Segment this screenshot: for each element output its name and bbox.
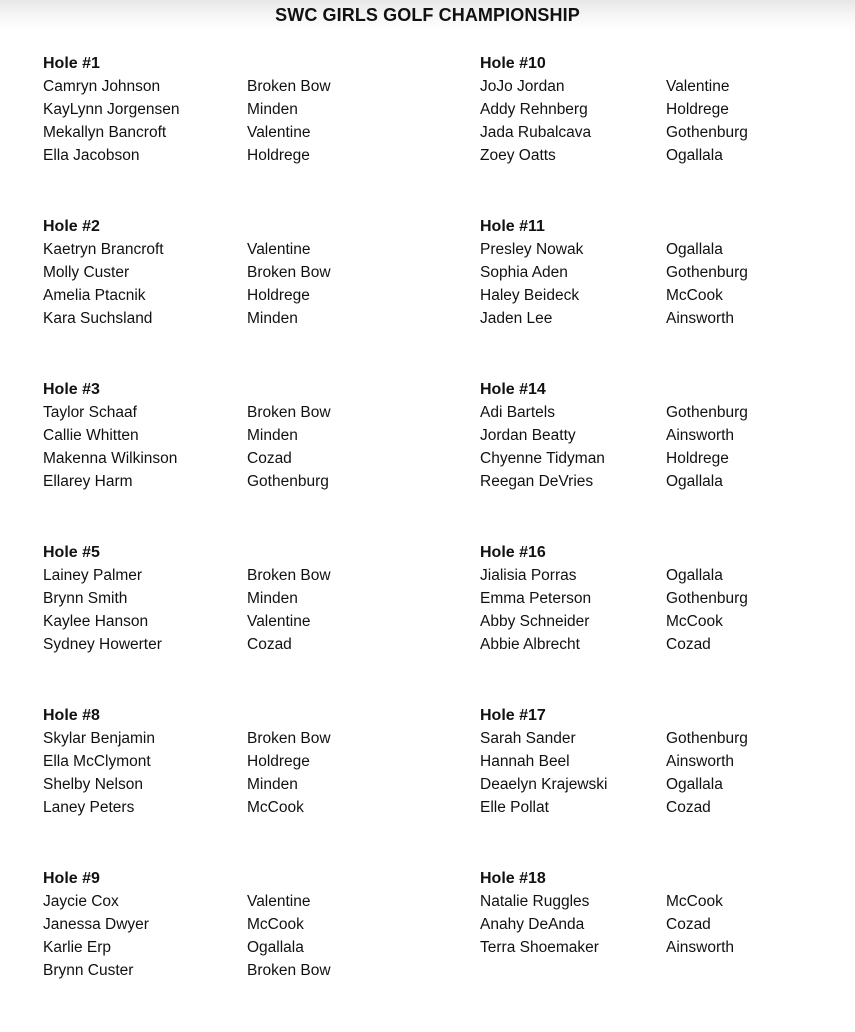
player-school: Holdrege (666, 101, 729, 118)
player-name: Terra Shoemaker (480, 939, 599, 956)
player-school: Ainsworth (666, 427, 735, 444)
player-row (43, 775, 298, 798)
player-school: Cozad (666, 636, 711, 653)
player-name: Sophia Aden (480, 264, 568, 281)
player-name: Kaetryn Brancroft (43, 241, 164, 258)
player-school: Cozad (247, 450, 292, 467)
player-row (480, 403, 748, 426)
player-school: Broken Bow (247, 404, 331, 421)
player-name: Hannah Beel (480, 753, 570, 770)
player-row (43, 589, 298, 612)
hole-group (480, 54, 748, 217)
player-school: Holdrege (247, 147, 310, 164)
player-school: Ogallala (666, 147, 723, 164)
player-row (480, 100, 729, 123)
player-name: Ella Jacobson (43, 147, 140, 164)
player-school: Ogallala (247, 939, 304, 956)
player-school: McCook (247, 916, 304, 933)
player-name: Ella McClymont (43, 753, 151, 770)
player-name: Amelia Ptacnik (43, 287, 146, 304)
player-name: Lainey Palmer (43, 567, 143, 584)
player-row (43, 938, 304, 961)
player-row (43, 612, 311, 635)
hole-title: Hole #14 (480, 381, 546, 398)
hole-group (480, 217, 748, 380)
player-name: Taylor Schaaf (43, 404, 137, 421)
player-name: Brynn Smith (43, 590, 128, 607)
player-school: McCook (666, 613, 723, 630)
player-school: Gothenburg (666, 124, 748, 141)
player-school: Broken Bow (247, 78, 331, 95)
player-school: Ainsworth (666, 939, 735, 956)
hole-title: Hole #1 (43, 55, 100, 72)
player-school: Minden (247, 310, 298, 327)
player-school: Minden (247, 590, 298, 607)
player-row (43, 100, 298, 123)
player-school: Gothenburg (247, 473, 329, 490)
player-row (43, 240, 311, 263)
player-name: Elle Pollat (480, 799, 549, 816)
player-school: Valentine (247, 241, 311, 258)
hole-group (43, 217, 331, 380)
player-school: Ogallala (666, 567, 723, 584)
player-row (480, 240, 723, 263)
player-row (43, 309, 298, 332)
player-row (480, 146, 723, 169)
player-name: Reegan DeVries (480, 473, 594, 490)
player-name: Sydney Howerter (43, 636, 162, 653)
player-row (43, 146, 310, 169)
player-school: Ogallala (666, 776, 723, 793)
player-name: Deaelyn Krajewski (480, 776, 608, 793)
player-name: Chyenne Tidyman (480, 450, 605, 467)
player-name: KayLynn Jorgensen (43, 101, 180, 118)
player-row (43, 635, 292, 658)
player-school: Holdrege (247, 753, 310, 770)
player-name: Jialisia Porras (480, 567, 577, 584)
player-name: Adi Bartels (480, 404, 555, 421)
hole-group (43, 706, 331, 869)
player-row (480, 635, 711, 658)
player-name: Emma Peterson (480, 590, 592, 607)
player-school: Cozad (666, 799, 711, 816)
hole-title: Hole #16 (480, 544, 546, 561)
player-school: Holdrege (247, 287, 310, 304)
player-name: Brynn Custer (43, 962, 134, 979)
player-row (480, 566, 723, 589)
player-school: Ogallala (666, 241, 723, 258)
player-name: Sarah Sander (480, 730, 576, 747)
player-row (480, 752, 735, 775)
player-row (480, 77, 730, 100)
player-row (43, 915, 304, 938)
hole-group (43, 54, 331, 217)
player-name: Anahy DeAnda (480, 916, 585, 933)
player-row (480, 426, 735, 449)
player-name: Callie Whitten (43, 427, 139, 444)
player-school: Valentine (247, 613, 311, 630)
player-name: Kaylee Hanson (43, 613, 149, 630)
player-row (480, 286, 723, 309)
player-school: Gothenburg (666, 730, 748, 747)
player-name: Haley Beideck (480, 287, 580, 304)
player-row (43, 403, 331, 426)
player-name: Molly Custer (43, 264, 130, 281)
player-row (43, 752, 310, 775)
player-name: Shelby Nelson (43, 776, 143, 793)
player-row (43, 426, 298, 449)
player-school: Ainsworth (666, 310, 735, 327)
player-school: Broken Bow (247, 264, 331, 281)
player-school: Valentine (247, 893, 311, 910)
player-school: McCook (666, 287, 723, 304)
player-school: Gothenburg (666, 264, 748, 281)
right-column (480, 54, 748, 1032)
player-school: Gothenburg (666, 404, 748, 421)
hole-title: Hole #8 (43, 707, 100, 724)
player-row (43, 77, 331, 100)
player-name: Laney Peters (43, 799, 135, 816)
player-school: Gothenburg (666, 590, 748, 607)
player-name: Abby Schneider (480, 613, 590, 630)
player-name: Janessa Dwyer (43, 916, 149, 933)
hole-title: Hole #11 (480, 218, 545, 235)
hole-title: Hole #3 (43, 381, 100, 398)
player-row (480, 263, 748, 286)
player-name: Ellarey Harm (43, 473, 133, 490)
player-school: Ogallala (666, 473, 723, 490)
player-row (43, 472, 329, 495)
hole-title: Hole #2 (43, 218, 100, 235)
player-row (480, 892, 723, 915)
player-row (480, 729, 748, 752)
player-school: McCook (247, 799, 304, 816)
player-row (43, 892, 311, 915)
player-row (480, 915, 711, 938)
player-school: Minden (247, 101, 298, 118)
player-school: Holdrege (666, 450, 729, 467)
player-name: Kara Suchsland (43, 310, 153, 327)
player-row (480, 798, 711, 821)
player-name: Makenna Wilkinson (43, 450, 178, 467)
player-school: Cozad (666, 916, 711, 933)
hole-title: Hole #10 (480, 55, 546, 72)
player-school: Ainsworth (666, 753, 735, 770)
hole-group (43, 543, 331, 706)
player-row (480, 938, 735, 961)
player-school: Broken Bow (247, 962, 331, 979)
player-name: Skylar Benjamin (43, 730, 155, 747)
player-row (480, 123, 748, 146)
player-row (43, 729, 331, 752)
player-row (43, 286, 310, 309)
player-school: Valentine (247, 124, 311, 141)
player-row (43, 961, 331, 984)
page-title: SWC GIRLS GOLF CHAMPIONSHIP (275, 5, 580, 25)
player-name: Jordan Beatty (480, 427, 576, 444)
player-name: Natalie Ruggles (480, 893, 590, 910)
hole-title: Hole #9 (43, 870, 100, 887)
player-school: Minden (247, 776, 298, 793)
player-name: Jada Rubalcava (480, 124, 592, 141)
player-row (43, 263, 331, 286)
player-row (480, 309, 735, 332)
player-school: Minden (247, 427, 298, 444)
hole-group (480, 869, 735, 1032)
player-row (480, 472, 723, 495)
player-row (43, 123, 311, 146)
hole-group (480, 543, 748, 706)
player-name: Jaycie Cox (43, 893, 119, 910)
hole-group (480, 706, 748, 869)
player-row (480, 589, 748, 612)
player-school: Broken Bow (247, 567, 331, 584)
player-row (480, 449, 729, 472)
player-name: Presley Nowak (480, 241, 584, 258)
player-name: Jaden Lee (480, 310, 553, 327)
player-name: Abbie Albrecht (480, 636, 580, 653)
player-row (43, 566, 331, 589)
left-column (43, 54, 331, 1032)
player-row (480, 775, 723, 798)
player-school: Broken Bow (247, 730, 331, 747)
hole-title: Hole #5 (43, 544, 100, 561)
hole-group (43, 380, 331, 543)
hole-group (43, 869, 331, 1032)
player-row (480, 612, 723, 635)
player-name: Mekallyn Bancroft (43, 124, 167, 141)
player-row (43, 449, 292, 472)
player-school: Cozad (247, 636, 292, 653)
hole-title: Hole #18 (480, 870, 546, 887)
player-name: Karlie Erp (43, 939, 112, 956)
player-row (43, 798, 304, 821)
player-name: Addy Rehnberg (480, 101, 588, 118)
player-school: Valentine (666, 78, 730, 95)
player-name: Zoey Oatts (480, 147, 556, 164)
hole-title: Hole #17 (480, 707, 546, 724)
hole-group (480, 380, 748, 543)
player-name: JoJo Jordan (480, 78, 565, 95)
player-school: McCook (666, 893, 723, 910)
player-name: Camryn Johnson (43, 78, 161, 95)
